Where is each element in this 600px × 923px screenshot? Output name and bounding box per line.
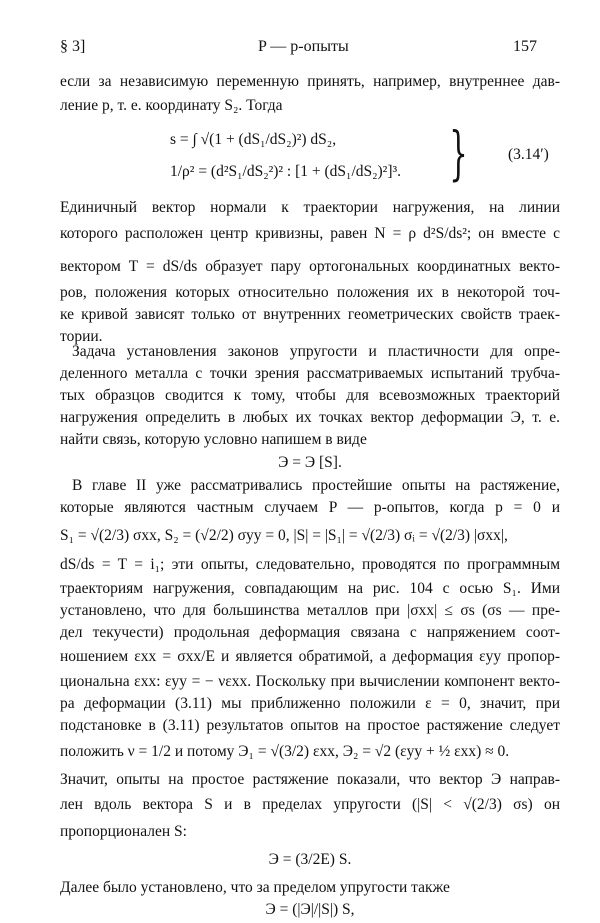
text-line: установлено, что для большинства металлов при |σxx| ≤ σs (σs — пре- — [60, 602, 560, 619]
text-line: Задача установления законов упругости и пластичности для опре- — [72, 343, 560, 360]
text-line: тых образцов сводится к тому, чтобы для всевозможных траекторий — [60, 387, 560, 404]
formula-deformation-relation: Э = Э [S]. — [278, 454, 342, 471]
text-line: подстановке в (3.11) результатов опытов на простое растяжение следует — [60, 717, 560, 734]
page-number: 157 — [513, 38, 537, 55]
text-line: ров, положения которых относительно положения их в некоторой точ- — [60, 284, 560, 301]
formula-elastic-law: Э = (3/2E) S. — [268, 851, 352, 868]
text-line: найти связь, которую условно напишем в виде — [60, 431, 367, 448]
text-line: В главе II уже рассматривались простейшие опыты на растяжение, — [72, 477, 560, 494]
text-line: дел текучести) продольная деформация связана с напряжением соот- — [60, 624, 560, 641]
formula-arc-length: s = ∫ √(1 + (dS₁/dS₂)²) dS₂, — [170, 131, 337, 148]
text-line: пропорционален S: — [60, 823, 187, 840]
text-line: dS/ds = T = i₁; эти опыты, следовательно, проводятся по программным — [60, 556, 560, 573]
text-line: траекториям нагружения, совпадающим на рис. 104 с осью S₁. Ими — [60, 580, 560, 597]
text-line: ношением εxx = σxx/E и является обратимой, а деформация εyy пропор- — [60, 648, 560, 665]
text-line: которые являются частным случаем P — p-опытов, когда p = 0 и — [60, 499, 560, 516]
formula-plastic-law: Э = (|Э|/|S|) S, — [265, 901, 355, 918]
text-line: тории. — [60, 328, 103, 345]
text-line: нагружения определить в любых их точках вектор деформации Э, т. е. — [60, 409, 560, 426]
text-line: вектором T = dS/ds образует пару ортогональных координатных векто- — [60, 258, 560, 275]
text-line: деленного металла с точки зрения рассматриваемых испытаний трубча- — [60, 365, 560, 382]
text-line: лен вдоль вектора S и в пределах упругости (|S| < √(2/3) σs) он — [60, 796, 560, 813]
text-line: ра деформации (3.11) мы приближенно положили ε = 0, значит, при — [60, 695, 560, 712]
text-line: которого расположен центр кривизны, равен N = ρ d²S/ds²; он вместе с — [60, 225, 560, 242]
section-label: § 3] — [60, 38, 86, 55]
right-brace: } — [449, 119, 468, 187]
text-line: Далее было установлено, что за пределом упругости также — [60, 879, 450, 896]
running-title: P — p-опыты — [258, 38, 349, 55]
formula-simple-tension: положить ν = 1/2 и потому Э₁ = √(3/2) εxx, Э₂ = √2 (εyy + ½ εxx) ≈ 0. — [60, 743, 510, 760]
equation-number: (3.14′) — [508, 146, 549, 163]
formula-curvature: 1/ρ² = (d²S₁/dS₂²)² : [1 + (dS₁/dS₂)²]³. — [170, 163, 402, 180]
formula-stress-components: S₁ = √(2/3) σxx, S₂ = (√2/2) σyy = 0, |S| = |S₁| = √(2/3) σᵢ = √(2/3) |σxx|, — [60, 527, 508, 544]
text-line: Единичный вектор нормали к траектории нагружения, на линии — [60, 199, 560, 216]
text-line: ке кривой зависят только от внутренних геометрических свойств траек- — [60, 306, 560, 323]
text-line: циональна εxx: εyy = − νεxx. Поскольку при вычислении компонент векто- — [60, 673, 560, 690]
text-line: ление p, т. е. координату S₂. Тогда — [60, 97, 283, 114]
text-line: если за независимую переменную принять, например, внутреннее дав- — [60, 73, 560, 90]
text-line: Значит, опыты на простое растяжение показали, что вектор Э направ- — [60, 771, 560, 788]
